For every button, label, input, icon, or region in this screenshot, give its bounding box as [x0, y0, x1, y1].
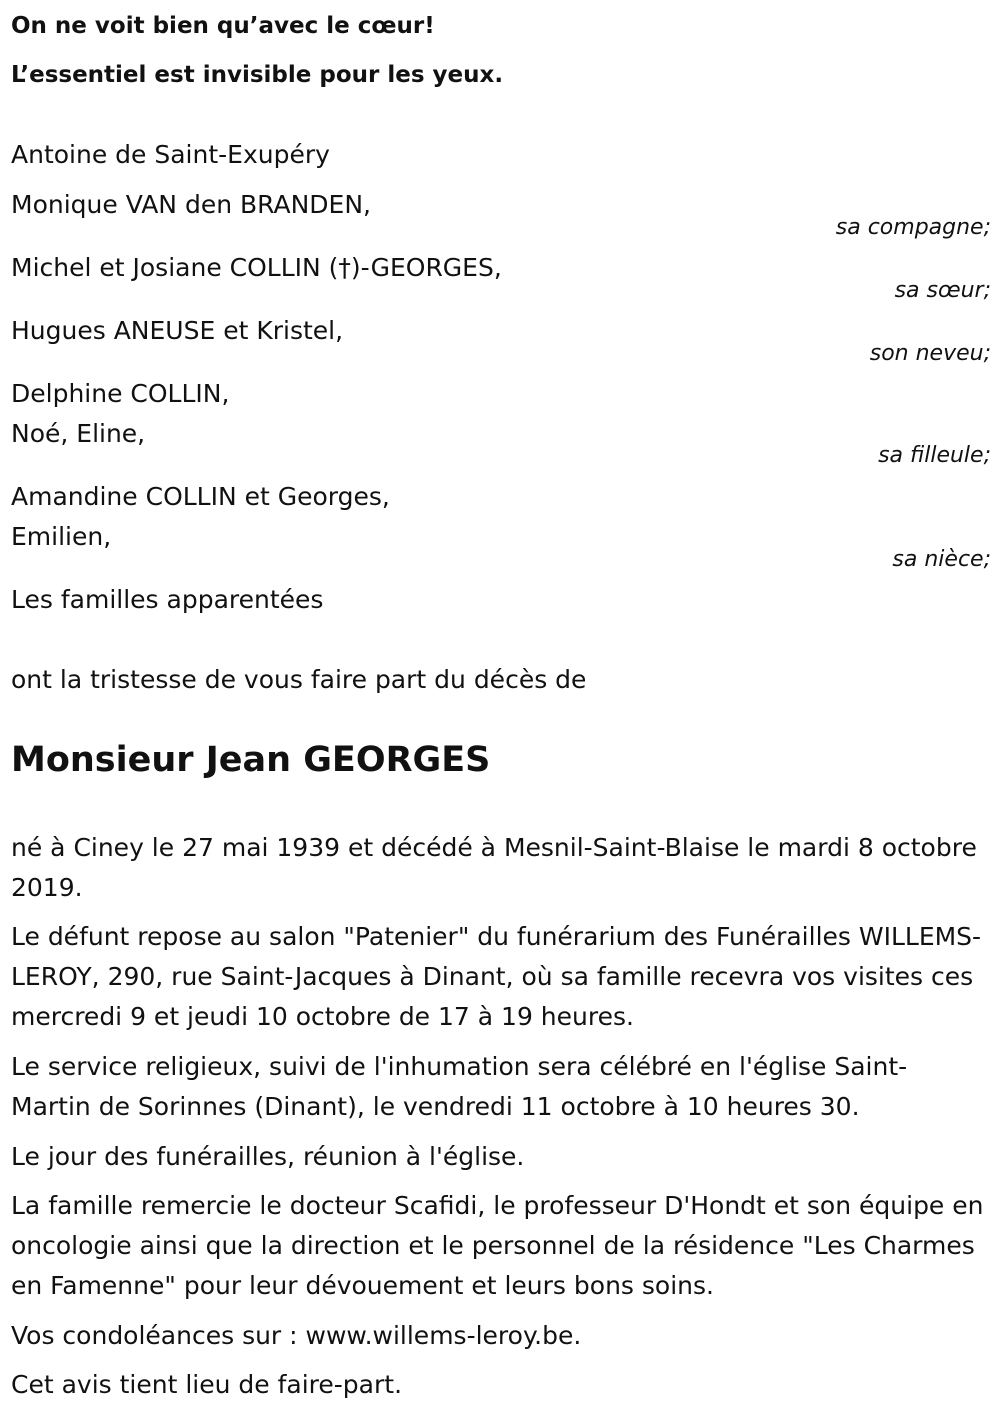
quote-line-1: On ne voit bien qu’avec le cœur! [11, 13, 435, 39]
family-member-name: Delphine COLLIN, [11, 379, 230, 408]
family-member-role: sa compagne; [835, 215, 991, 240]
paragraph-birth-death: né à Ciney le 27 mai 1939 et décédé à Mesnil-Saint-Blaise le mardi 8 octobre 2019. [11, 833, 977, 902]
quote-author: Antoine de Saint-Exupéry [11, 140, 330, 169]
family-member-role: son neveu; [869, 341, 991, 366]
paragraph-condolences: Vos condoléances sur : www.willems-leroy.be. [11, 1321, 582, 1350]
paragraph-gathering: Le jour des funérailles, réunion à l'église. [11, 1142, 525, 1171]
paragraph-service: Le service religieux, suivi de l'inhumation sera célébré en l'église Saint-Martin de Sorinnes (Dinant), le vendredi 11 octobre à 10 heures 30. [11, 1052, 908, 1121]
family-member-name: Monique VAN den BRANDEN, [11, 190, 371, 219]
family-member-role: sa nièce; [892, 547, 991, 572]
family-member-name: Noé, Eline, [11, 419, 146, 448]
family-member-role: sa sœur; [894, 278, 991, 303]
quote-line-2: L’essentiel est invisible pour les yeux. [11, 62, 504, 88]
family-member-name: Hugues ANEUSE et Kristel, [11, 316, 344, 345]
family-member-name: Michel et Josiane COLLIN (†)-GEORGES, [11, 253, 502, 282]
paragraph-notice: Cet avis tient lieu de faire-part. [11, 1370, 403, 1399]
paragraph-visitation: Le défunt repose au salon "Patenier" du funérarium des Funérailles WILLEMS-LEROY, 290, rue Saint-Jacques à Dinant, où sa famille recevra vos visites ces mercredi 9 et jeudi 10 octobre de 17 à 19 heures. [11, 922, 982, 1031]
family-member-name: Emilien, [11, 522, 112, 551]
paragraph-thanks: La famille remercie le docteur Scafidi, le professeur D'Hondt et son équipe en oncologie ainsi que la direction et le personnel de la résidence "Les Charmes en Famenne" pour leur dévouement et leurs bons soins. [11, 1191, 984, 1300]
deceased-name: Monsieur Jean GEORGES [11, 740, 491, 780]
family-member-role: sa filleule; [878, 443, 991, 468]
family-member-name: Amandine COLLIN et Georges, [11, 482, 390, 511]
relatives-line: Les familles apparentées [11, 585, 324, 614]
announcement-line: ont la tristesse de vous faire part du décès de [11, 665, 587, 694]
